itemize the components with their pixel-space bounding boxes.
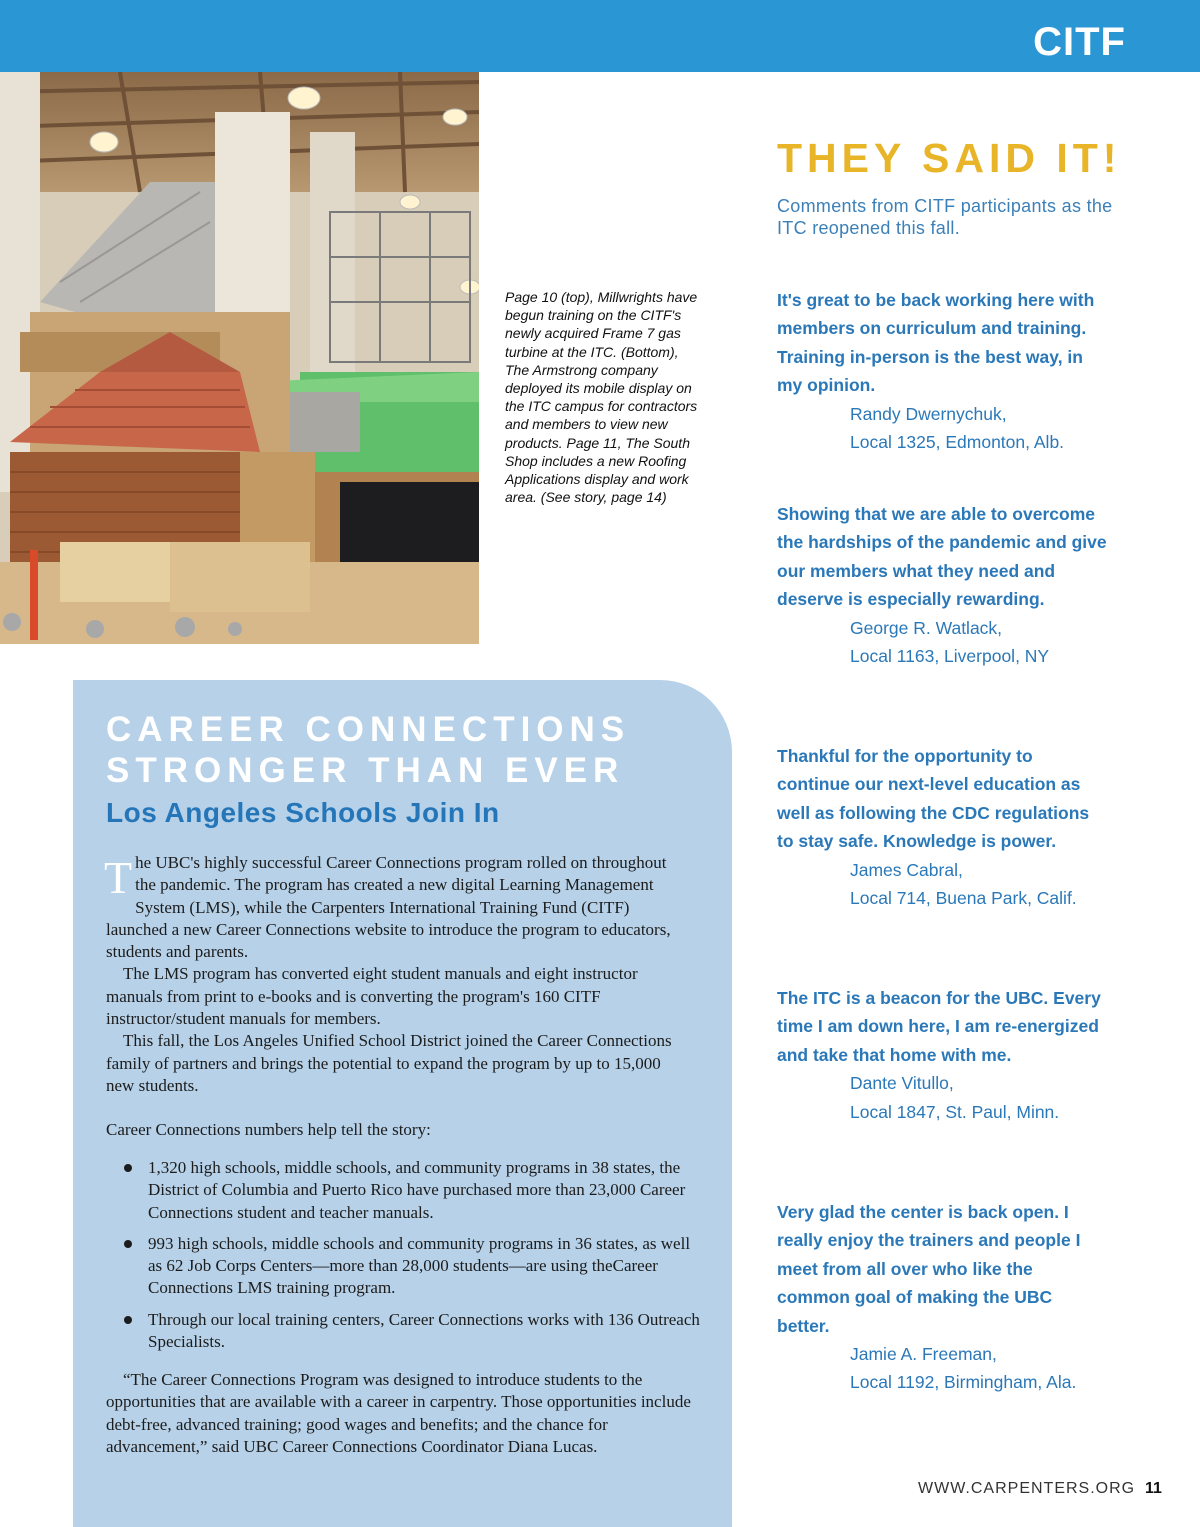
article-title-line-2: STRONGER THAN EVER xyxy=(106,751,625,790)
quote-name: Dante Vitullo, xyxy=(850,1073,954,1094)
brand-logo: CITF xyxy=(1033,20,1126,64)
they-said-it-subtitle: Comments from CITF participants as the ITC reopened this fall. xyxy=(777,196,1113,238)
quote-name: Randy Dwernychuk, xyxy=(850,403,1007,424)
they-said-it-heading: THEY SAID IT! xyxy=(777,135,1122,181)
bullet-icon xyxy=(124,1164,132,1172)
article-closing-quote: “The Career Connections Program was designed to introduce students to the opportunities that are available with a career in carpentry. Those opportunities include debt-free, advanced training; good wages and benefits; and the chance for advancement,” said UBC Career Connections Coordinator Diana Lucas. xyxy=(106,1370,691,1456)
quote-local: Local 1325, Edmonton, Alb. xyxy=(850,432,1065,453)
list-item: 1,320 high schools, middle schools, and community programs in 38 states, the District of Columbia and Puerto Rico have purchased more than 23,000 Career Connections student and teacher manuals. xyxy=(106,1157,706,1224)
quote-text: Thankful for the opportunity to continue our next-level education as well as following the CDC regulations to stay safe. Knowledge is power. xyxy=(777,746,1090,852)
quote-text: The ITC is a beacon for the UBC. Every time I am down here, I am re-energized and take that home with me. xyxy=(777,988,1101,1065)
stats-list xyxy=(106,1157,706,1362)
article-paragraph-2: The LMS program has converted eight student manuals and eight instructor manuals from print to e-books and is converting the program's 160 CITF instructor/student manuals for members. xyxy=(106,964,638,1029)
footer-website-link[interactable]: WWW.CARPENTERS.ORG xyxy=(918,1480,1136,1497)
quote-5 xyxy=(777,1198,1107,1397)
photo-caption: Page 10 (top), Millwrights have begun training on the CITF's newly acquired Frame 7 gas turbine at the ITC. (Bottom), The Armstrong company deployed its mobile display on the ITC campus for contractors and members to view new products. Page 11, The South Shop includes a new Roofing Applications display and work area. (See story, page 14) xyxy=(505,289,698,506)
quote-2 xyxy=(777,500,1107,670)
quote-4 xyxy=(777,984,1107,1126)
list-item: 993 high schools, middle schools and community programs in 36 states, as well as 62 Job Corps Centers—more than 28,000 students—are using theCareer Connections LMS training program. xyxy=(106,1233,706,1300)
quote-text: It's great to be back working here with members on curriculum and training. Training in-person is the best way, in my opinion. xyxy=(777,290,1095,396)
article-subtitle: Los Angeles Schools Join In xyxy=(106,797,500,828)
quote-name: Jamie A. Freeman, xyxy=(850,1344,997,1365)
article-paragraph-4: Career Connections numbers help tell the story: xyxy=(106,1120,431,1139)
quote-1 xyxy=(777,286,1107,456)
page-number: 11 xyxy=(1145,1480,1162,1497)
workshop-illustration xyxy=(0,72,479,644)
article-body xyxy=(106,852,686,1097)
bullet-icon xyxy=(124,1240,132,1248)
quote-local: Local 1192, Birmingham, Ala. xyxy=(850,1372,1077,1393)
paragraph-text: he UBC's highly successful Career Connections program rolled on throughout the pandemic. The program has created a new digital Learning Management System (LMS), while the Carpenters International Training Fund (CITF) launched a new Career Connections website to introduce the program to educators, students and parents. xyxy=(106,853,671,962)
quote-name: James Cabral, xyxy=(850,859,963,880)
quote-local: Local 714, Buena Park, Calif. xyxy=(850,888,1077,909)
quote-local: Local 1847, St. Paul, Minn. xyxy=(850,1101,1060,1122)
quote-text: Very glad the center is back open. I really enjoy the trainers and people I meet from all over who like the common goal of making the UBC better. xyxy=(777,1202,1081,1336)
quote-name: George R. Watlack, xyxy=(850,617,1003,638)
quote-3 xyxy=(777,742,1107,912)
drop-cap: T xyxy=(104,852,133,903)
bullet-icon xyxy=(124,1316,132,1324)
article-paragraph-3: This fall, the Los Angeles Unified School District joined the Career Connections family of partners and brings the potential to expand the program by up to 15,000 new students. xyxy=(106,1031,672,1095)
article-paragraph-1 xyxy=(106,852,686,963)
article-title-line-1: CAREER CONNECTIONS xyxy=(106,710,631,749)
top-banner xyxy=(0,0,1200,72)
quote-text: Showing that we are able to overcome the hardships of the pandemic and give our members what they need and deserve is especially rewarding. xyxy=(777,504,1107,610)
article-title xyxy=(106,709,630,791)
workshop-photo xyxy=(0,72,479,644)
list-item: Through our local training centers, Career Connections works with 136 Outreach Specialists. xyxy=(106,1309,706,1354)
quote-local: Local 1163, Liverpool, NY xyxy=(850,646,1050,667)
